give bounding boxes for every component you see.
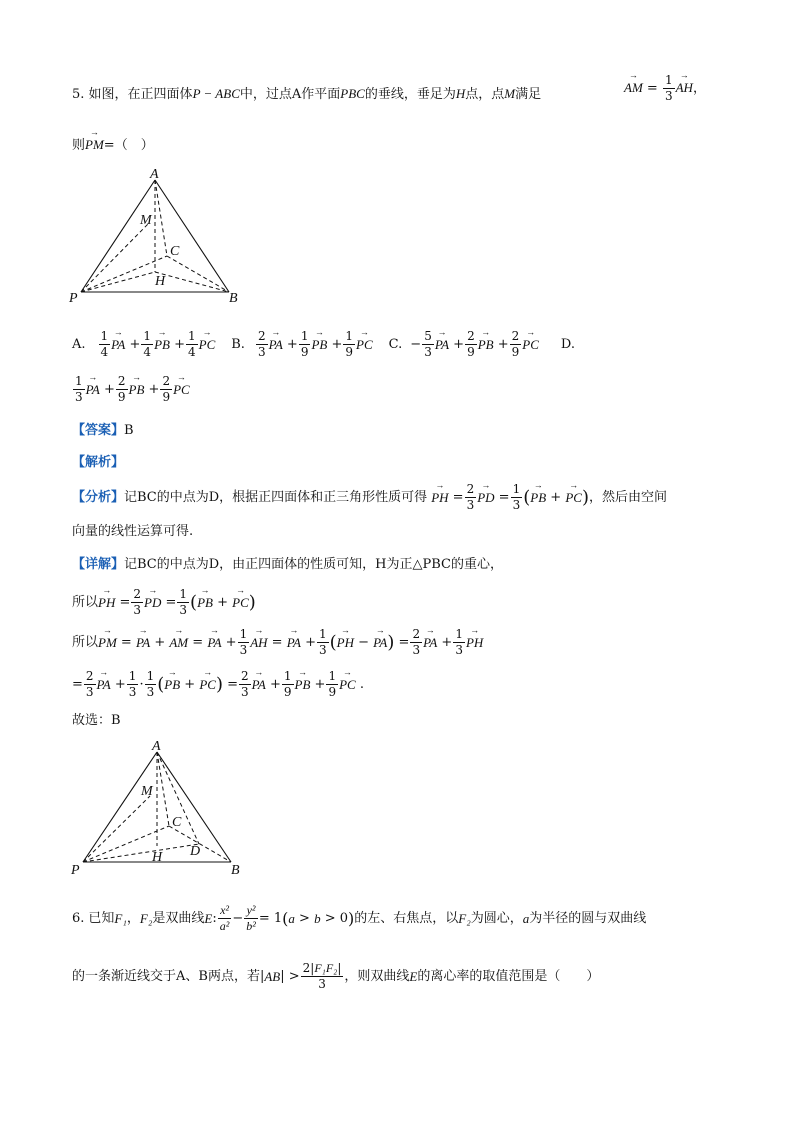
- q6-line-1: 6. 已知 F₁ ， F₂ 是双曲线 E : $\frac{\text{x²}}{\text{a²}}$ − $\frac{\text{y²}}{\text{b²}}$ = 1 ( a > b > 0 ) 的左、右焦点，以 F₂ 为圆心， a 为半径的圆与双曲线: [72, 903, 647, 933]
- fenxi-line-2: 向量的线性运算可得.: [72, 524, 194, 539]
- fig1-label-H: H: [155, 274, 166, 289]
- derivation-line-2: 所以 → PM = → PA + → AM = → PA + $\frac{1}{3}$ → AH = → PA + $\frac{1}{3}$ ( → PH − → PA ) = $\frac{2}{3}$ → PA + $\frac{1}{3}$ → PH: [72, 628, 483, 657]
- vector-AM: → AM: [624, 81, 643, 94]
- fig2-label-P: P: [71, 863, 80, 878]
- tetrahedron-figure-1: [66, 168, 256, 308]
- fenxi-line: 【分析】 记BC的中点为D，根据正四面体和正三角形性质可得 → PH = $\frac{2}{3}$ → PD = $\frac{1}{3}$ ( → PB + → PC ) ，然后由空间: [72, 483, 667, 512]
- fraction-one-third: $\frac{1}{3}$: [664, 73, 673, 103]
- option-B[interactable]: B. $\frac{2}{3}$ → PA + $\frac{1}{9}$ → PB + $\frac{1}{9}$ → PC: [231, 330, 372, 359]
- fig1-label-M: M: [140, 213, 152, 228]
- choose-line: 故选：B: [72, 713, 121, 728]
- option-D[interactable]: $\frac{1}{3}$ → PA + $\frac{2}{9}$ → PB + $\frac{2}{9}$ → PC: [72, 375, 190, 404]
- fig2-label-B: B: [231, 863, 240, 878]
- answer-line: 【答案】B: [72, 423, 134, 438]
- q5-condition: → AM = $\frac{1}{3}$ → AH，: [624, 74, 706, 103]
- option-C[interactable]: C. − $\frac{5}{3}$ → PA + $\frac{2}{9}$ → PB + $\frac{2}{9}$ → PC: [389, 330, 539, 359]
- fig1-label-A: A: [150, 168, 159, 182]
- tetrahedron-figure-2: [66, 738, 256, 880]
- fig1-label-C: C: [170, 244, 180, 259]
- q5-options-row1: [72, 330, 575, 359]
- q6-number: 6.: [72, 911, 85, 926]
- analysis-heading: 【解析】: [72, 455, 125, 470]
- option-A[interactable]: A. $\frac{1}{4}$ → PA + $\frac{1}{4}$ → PB + $\frac{1}{4}$ → PC: [72, 330, 215, 359]
- q5-stem: 5. 如图，在正四面体P − ABC中，过点A作平面PBC的垂线，垂足为H点，点M满足: [72, 86, 542, 102]
- fig2-label-M: M: [141, 784, 153, 799]
- fig2-label-H: H: [152, 850, 163, 865]
- fig1-label-B: B: [229, 291, 238, 306]
- derivation-line-3: = $\frac{2}{3}$ → PA + $\frac{1}{3}$ · $\frac{1}{3}$ ( → PB + → PC ) = $\frac{2}{3}$ → PA + $\frac{1}{9}$ → PB + $\frac{1}{9}$ → PC .: [72, 670, 364, 699]
- fig2-label-A: A: [152, 739, 161, 754]
- q6-line-2: 的一条渐近线交于A、B两点，若 | AB | > $\frac{\text{2|F₁F₂|}}{3}$ ，则双曲线 E 的离心率的取值范围是（ ）: [72, 961, 600, 991]
- vector-AH: → AH: [676, 81, 693, 94]
- fig2-label-D: D: [190, 844, 201, 859]
- fig1-label-P: P: [69, 291, 78, 306]
- derivation-line-1: 所以 → PH = $\frac{2}{3}$ → PD = $\frac{1}{3}$ ( → PB + → PC ): [72, 588, 256, 617]
- xiangjie-line: 【详解】记BC的中点为D，由正四面体的性质可知，H为正△PBC的重心，: [72, 557, 504, 572]
- option-D-label[interactable]: D.: [560, 337, 575, 352]
- q5-number: 5.: [72, 87, 85, 102]
- q5-ask: 则→ PM=（ ）: [72, 138, 154, 152]
- fig2-label-C: C: [172, 815, 182, 830]
- vector-PM: → PM: [85, 138, 104, 151]
